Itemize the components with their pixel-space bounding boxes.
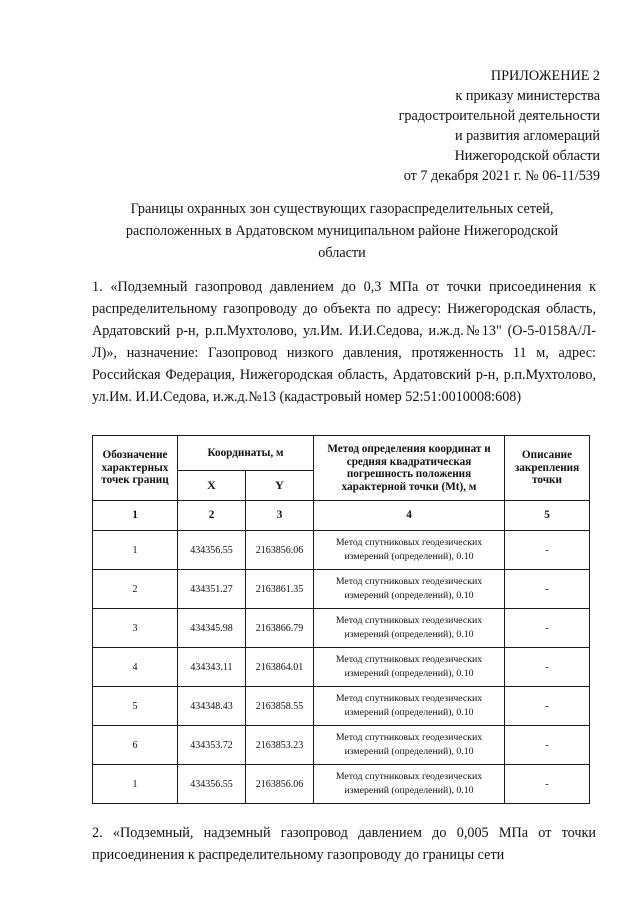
header-line: Нижегородской области (454, 148, 600, 164)
title-line: расположенных в Ардатовском муниципальном районе Нижегородской (125, 223, 559, 239)
fixing-cell: - (505, 687, 590, 726)
coord-x: 434356.55 (178, 765, 246, 804)
coord-y: 2163858.55 (246, 687, 314, 726)
table-row (93, 726, 590, 765)
coord-y: 2163856.06 (246, 765, 314, 804)
coord-x: 434351.27 (178, 570, 246, 609)
header-fixing: Описание закрепления точки (505, 436, 590, 501)
table-row (93, 687, 590, 726)
column-number: 2 (178, 501, 246, 531)
order-date-number: от 7 декабря 2021 г. № 06-11/539 (403, 168, 600, 184)
point-id: 2 (93, 570, 178, 609)
coord-x: 434345.98 (178, 609, 246, 648)
appendix-header (399, 66, 600, 186)
fixing-cell: - (505, 609, 590, 648)
method-cell: Метод спутниковых геодезических измерений (определений), 0.10 (314, 687, 505, 726)
coord-y: 2163864.01 (246, 648, 314, 687)
fixing-cell: - (505, 570, 590, 609)
coord-y: 2163853.23 (246, 726, 314, 765)
document-title (92, 198, 592, 264)
header-y: Y (246, 471, 314, 501)
column-number: 5 (505, 501, 590, 531)
title-line: Границы охранных зон существующих газораспределительных сетей, (130, 201, 554, 217)
column-number: 4 (314, 501, 505, 531)
point-id: 4 (93, 648, 178, 687)
coord-x: 434356.55 (178, 531, 246, 570)
header-method: Метод определения координат и средняя квадратическая погрешность положения характерной точки (Mt), м (314, 436, 505, 501)
method-cell: Метод спутниковых геодезических измерений (определений), 0.10 (314, 726, 505, 765)
point-id: 1 (93, 765, 178, 804)
header-line: и развития агломераций (454, 128, 600, 144)
object-description-2: 2. «Подземный, надземный газопровод давлением до 0,005 МПа от точки присоединения к распределительному газопроводу до границы сети (92, 825, 596, 863)
object-description-1: 1. «Подземный газопровод давлением до 0,3 МПа от точки присоединения к распределительному газопроводу до объекта по адресу: Нижегородская область, Ардатовский р-н, р.п.Мухтолово, ул.Им. И.И.Седова, и.ж.д.№13" (О-5-0158А/Л-Л)», назначение: Газопровод низкого давления, протяженность 11 м, адрес: Российская Федерация, Нижегородская область, Ардатовский р-н, р.п.Мухтолово, ул.Им. И.И.Седова, и.ж.д.№13 (кадастровый номер 52:51:0010008:608) (92, 279, 596, 405)
point-id: 6 (93, 726, 178, 765)
point-id: 1 (93, 531, 178, 570)
fixing-cell: - (505, 765, 590, 804)
column-number: 1 (93, 501, 178, 531)
table-row (93, 765, 590, 804)
table-row (93, 648, 590, 687)
method-cell: Метод спутниковых геодезических измерений (определений), 0.10 (314, 648, 505, 687)
title-line: области (318, 245, 366, 261)
header-points: Обозначение характерных точек границ (93, 436, 178, 501)
coord-x: 434343.11 (178, 648, 246, 687)
fixing-cell: - (505, 531, 590, 570)
table-row (93, 609, 590, 648)
fixing-cell: - (505, 726, 590, 765)
point-id: 3 (93, 609, 178, 648)
column-number: 3 (246, 501, 314, 531)
coord-y: 2163861.35 (246, 570, 314, 609)
table-row (93, 570, 590, 609)
header-coordinates: Координаты, м (178, 436, 314, 471)
coord-x: 434353.72 (178, 726, 246, 765)
point-id: 5 (93, 687, 178, 726)
coord-y: 2163866.79 (246, 609, 314, 648)
coordinates-table (92, 435, 590, 804)
table-row (93, 531, 590, 570)
method-cell: Метод спутниковых геодезических измерений (определений), 0.10 (314, 570, 505, 609)
header-x: X (178, 471, 246, 501)
fixing-cell: - (505, 648, 590, 687)
method-cell: Метод спутниковых геодезических измерений (определений), 0.10 (314, 531, 505, 570)
appendix-label: ПРИЛОЖЕНИЕ 2 (490, 68, 600, 84)
coord-y: 2163856.06 (246, 531, 314, 570)
method-cell: Метод спутниковых геодезических измерений (определений), 0.10 (314, 765, 505, 804)
method-cell: Метод спутниковых геодезических измерений (определений), 0.10 (314, 609, 505, 648)
header-line: к приказу министерства (455, 88, 600, 104)
header-line: градостроительной деятельности (398, 108, 600, 124)
coord-x: 434348.43 (178, 687, 246, 726)
